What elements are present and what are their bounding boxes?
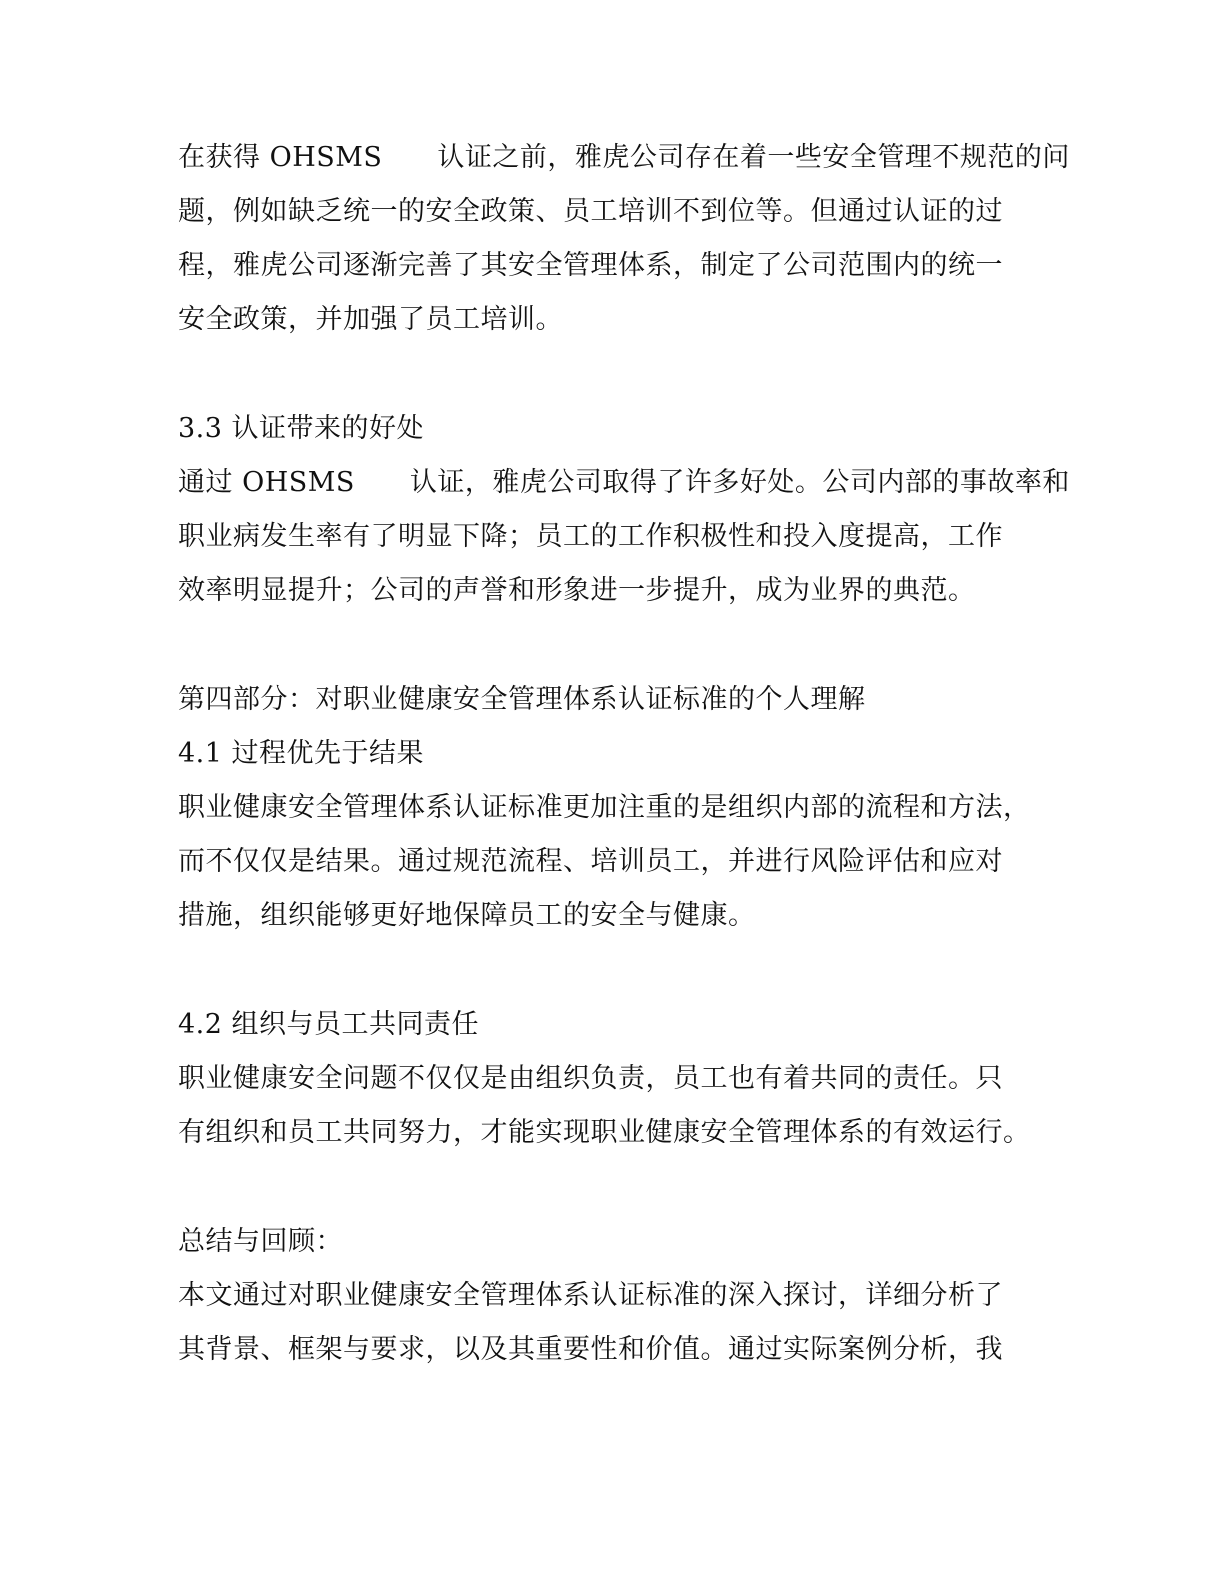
paragraph-line: 本文通过对职业健康安全管理体系认证标准的深入探讨，详细分析了 (178, 1280, 1003, 1311)
paragraph-line: 安全政策，并加强了员工培训。 (178, 304, 563, 335)
paragraph-line: 效率明显提升；公司的声誉和形象进一步提升，成为业界的典范。 (178, 575, 976, 606)
paragraph-line: 有组织和员工共同努力，才能实现职业健康安全管理体系的有效运行。 (178, 1117, 1031, 1148)
paragraph-line: 职业健康安全问题不仅仅是由组织负责，员工也有着共同的责任。只 (178, 1063, 1003, 1094)
paragraph-line: 题，例如缺乏统一的安全政策、员工培训不到位等。但通过认证的过 (178, 196, 1003, 227)
summary-heading: 总结与回顾： (178, 1226, 343, 1257)
section-heading: 4.1 过程优先于结果 (178, 738, 425, 769)
paragraph-line: 在获得 OHSMS 认证之前，雅虎公司存在着一些安全管理不规范的问 (178, 142, 1070, 173)
paragraph-line: 通过 OHSMS 认证，雅虎公司取得了许多好处。公司内部的事故率和 (178, 467, 1070, 498)
paragraph-line: 而不仅仅是结果。通过规范流程、培训员工，并进行风险评估和应对 (178, 846, 1003, 877)
part-heading: 第四部分：对职业健康安全管理体系认证标准的个人理解 (178, 684, 866, 715)
paragraph-line: 职业健康安全管理体系认证标准更加注重的是组织内部的流程和方法， (178, 792, 1031, 823)
section-heading: 4.2 组织与员工共同责任 (178, 1009, 480, 1040)
paragraph-line: 其背景、框架与要求，以及其重要性和价值。通过实际案例分析，我 (178, 1334, 1003, 1365)
paragraph-line: 措施，组织能够更好地保障员工的安全与健康。 (178, 900, 756, 931)
section-heading: 3.3 认证带来的好处 (178, 413, 425, 444)
paragraph-line: 程，雅虎公司逐渐完善了其安全管理体系，制定了公司范围内的统一 (178, 250, 1003, 281)
paragraph-line: 职业病发生率有了明显下降；员工的工作积极性和投入度提高，工作 (178, 521, 1003, 552)
